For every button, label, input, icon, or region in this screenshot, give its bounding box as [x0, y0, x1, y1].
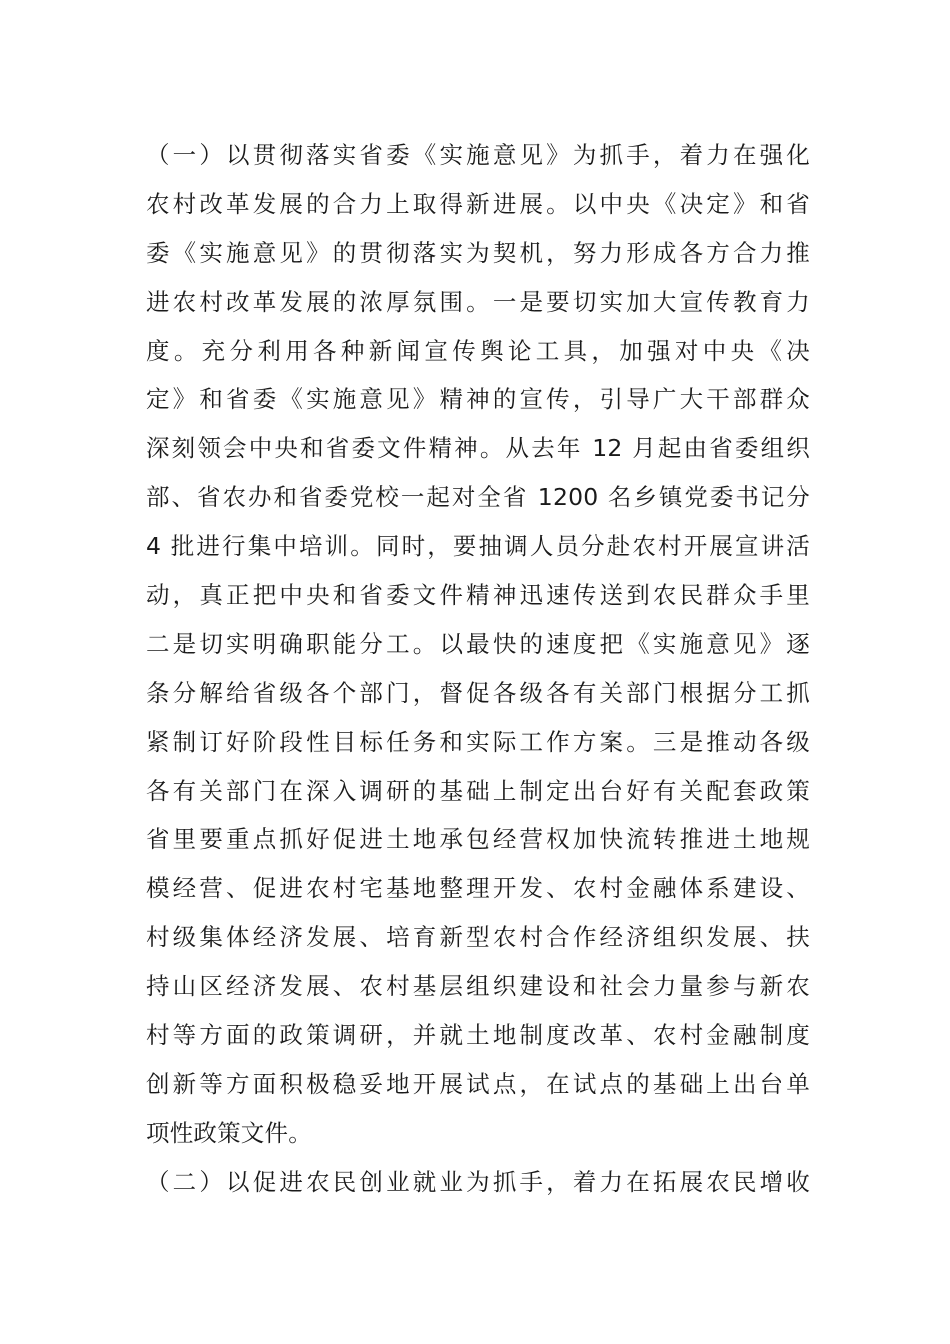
text-line: 省里要重点抓好促进土地承包经营权加快流转推进土地规 — [146, 825, 810, 854]
text-line: 动，真正把中央和省委文件精神迅速传送到农民群众手里 — [146, 581, 810, 610]
body-text — [146, 131, 810, 1207]
text-line: 条分解给省级各个部门，督促各级各有关部门根据分工抓 — [146, 678, 810, 707]
text-line: 委《实施意见》的贯彻落实为契机，努力形成各方合力推 — [146, 238, 810, 267]
text-line: 持山区经济发展、农村基层组织建设和社会力量参与新农 — [146, 972, 810, 1001]
text-line: 定》和省委《实施意见》精神的宣传，引导广大干部群众 — [146, 385, 810, 414]
text-line: 部、省农办和省委党校一起对全省 1200 名乡镇党委书记分 — [146, 483, 810, 512]
text-line: （一）以贯彻落实省委《实施意见》为抓手，着力在强化 — [146, 141, 810, 169]
text-line: 村级集体经济发展、培育新型农村合作经济组织发展、扶 — [146, 923, 810, 952]
text-line: 4 批进行集中培训。同时，要抽调人员分赴农村开展宣讲活 — [146, 532, 810, 561]
text-line: 模经营、促进农村宅基地整理开发、农村金融体系建设、 — [146, 874, 810, 903]
text-line: 项性政策文件。 — [146, 1118, 312, 1147]
text-line: 紧制订好阶段性目标任务和实际工作方案。三是推动各级 — [146, 727, 810, 756]
text-line: 二是切实明确职能分工。以最快的速度把《实施意见》逐 — [146, 629, 810, 658]
text-line: 各有关部门在深入调研的基础上制定出台好有关配套政策 — [146, 776, 810, 805]
text-line: （二）以促进农民创业就业为抓手，着力在拓展农民增收 — [146, 1167, 810, 1196]
paragraph-2 — [146, 1158, 810, 1207]
text-line: 村等方面的政策调研，并就土地制度改革、农村金融制度 — [146, 1021, 810, 1050]
text-line: 进农村改革发展的浓厚氛围。一是要切实加大宣传教育力 — [146, 287, 810, 316]
text-line: 深刻领会中央和省委文件精神。从去年 12 月起由省委组织 — [146, 434, 810, 463]
text-line: 农村改革发展的合力上取得新进展。以中央《决定》和省 — [146, 189, 810, 218]
paragraph-1 — [146, 131, 810, 1158]
text-line: 创新等方面积极稳妥地开展试点，在试点的基础上出台单 — [146, 1069, 810, 1098]
text-line: 度。充分利用各种新闻宣传舆论工具，加强对中央《决 — [146, 336, 810, 365]
